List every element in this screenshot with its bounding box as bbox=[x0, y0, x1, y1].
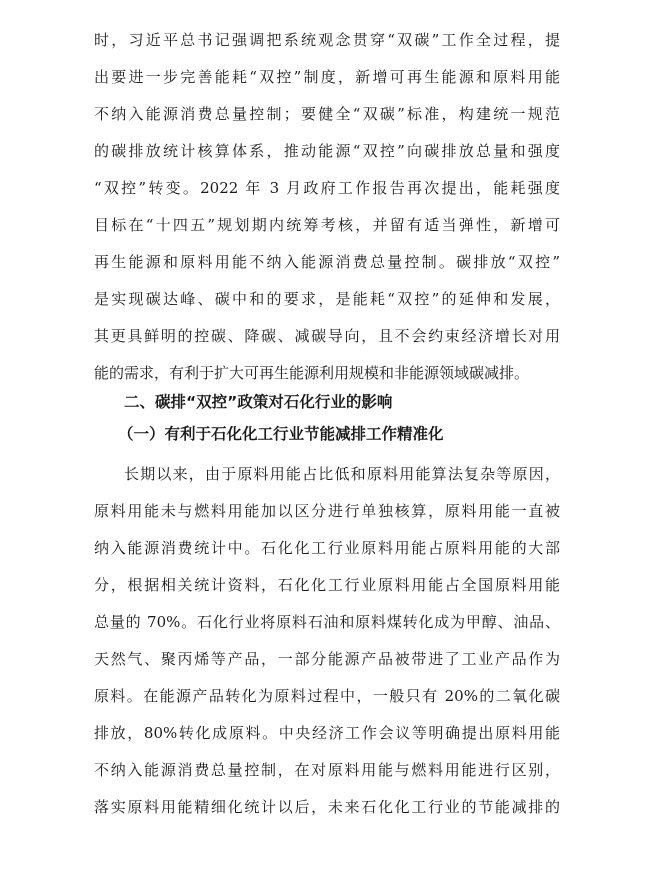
text-line: 落实原料用能精细化统计以后，未来石化化工行业的节能减排的 bbox=[94, 798, 560, 816]
text-line: 原料用能未与燃料用能加以区分进行单独核算，原料用能一直被 bbox=[94, 502, 560, 520]
text-line: “双控”转变。2022 年 3 月政府工作报告再次提出，能耗强度 bbox=[94, 179, 560, 197]
text-line: 的碳排放统计核算体系，推动能源“双控”向碳排放总量和强度 bbox=[94, 142, 560, 160]
text-line: 天然气、聚丙烯等产品，一部分能源产品被带进了工业产品作为 bbox=[94, 650, 560, 668]
text-line: 纳入能源消费统计中。石化化工行业原料用能占原料用能的大部 bbox=[94, 539, 560, 557]
text-line: 总量的 70%。石化行业将原料石油和原料煤转化成为甲醇、油品、 bbox=[94, 613, 560, 631]
text-line: 再生能源和原料用能不纳入能源消费总量控制。碳排放“双控” bbox=[94, 253, 560, 271]
subsection-heading: （一）有利于石化化工行业节能减排工作精准化 bbox=[118, 425, 444, 443]
text-line: 目标在“十四五”规划期内统筹考核，并留有适当弹性，新增可 bbox=[94, 216, 560, 234]
text-line: 其更具鲜明的控碳、降碳、减碳导向，且不会约束经济增长对用 bbox=[94, 327, 560, 345]
text-line: 排放，80%转化成原料。中央经济工作会议等明确提出原料用能 bbox=[94, 724, 560, 742]
text-line: 时，习近平总书记强调把系统观念贯穿“双碳”工作全过程，提 bbox=[94, 31, 560, 49]
section-heading: 二、碳排“双控”政策对石化行业的影响 bbox=[124, 393, 393, 411]
text-line: 是实现碳达峰、碳中和的要求，是能耗“双控”的延伸和发展， bbox=[94, 290, 560, 308]
text-line: 分，根据相关统计资料，石化化工行业原料用能占全国原料用能 bbox=[94, 576, 560, 594]
text-line: 不纳入能源消费总量控制；要健全“双碳”标准，构建统一规范 bbox=[94, 105, 560, 123]
text-line: 出要进一步完善能耗“双控”制度，新增可再生能源和原料用能 bbox=[94, 68, 560, 86]
text-line: 能的需求，有利于扩大可再生能源利用规模和非能源领域碳减排。 bbox=[94, 364, 530, 382]
text-line: 不纳入能源消费总量控制，在对原料用能与燃料用能进行区别， bbox=[94, 761, 560, 779]
text-line: 长期以来，由于原料用能占比低和原料用能算法复杂等原因， bbox=[124, 465, 560, 483]
text-line: 原料。在能源产品转化为原料过程中，一般只有 20%的二氧化碳 bbox=[94, 687, 560, 705]
